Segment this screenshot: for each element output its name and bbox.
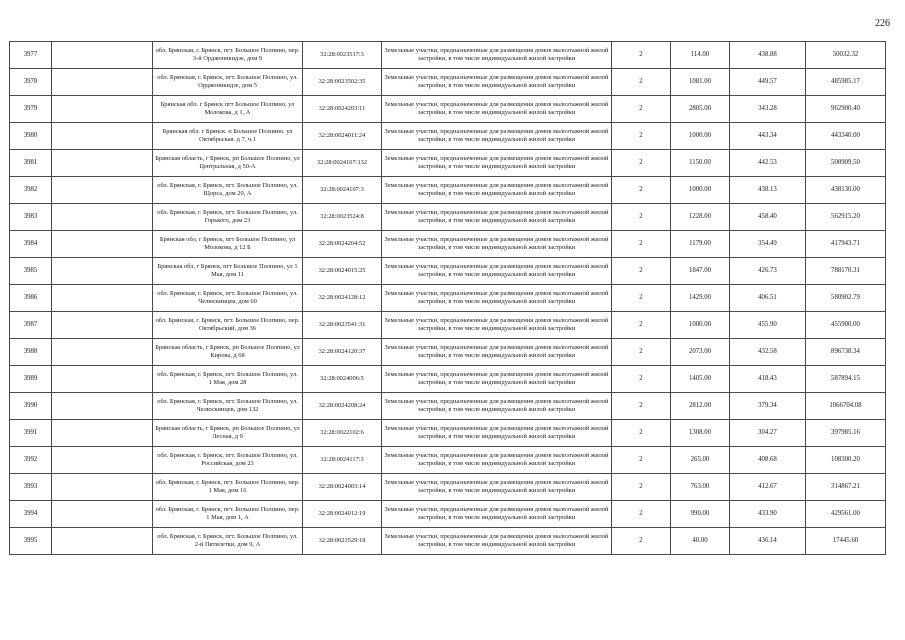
address-cell: обл. Брянская, г. Брянск, пгт. Большое Полпино, пер. Октябрьский, дом 36 bbox=[153, 312, 303, 339]
group-cell: 2 bbox=[612, 420, 671, 447]
cadastral-number-cell: 32:28:0023524:8 bbox=[303, 204, 382, 231]
row-number-cell: 3980 bbox=[10, 123, 52, 150]
cadastral-number-cell: 32:28:0024011:24 bbox=[303, 123, 382, 150]
address-cell: обл. Брянская, г. Брянск, пгт. Большое Полпино, пер. 1 Мая, дом 1, А bbox=[153, 501, 303, 528]
blank-cell bbox=[52, 204, 153, 231]
address-cell: обл. Брянская, г. Брянск, пгт. Большое Полпино, ул. Российская, дом 23 bbox=[153, 447, 303, 474]
area-cell: 1308.00 bbox=[671, 420, 730, 447]
table-body bbox=[10, 42, 886, 555]
page-number: 226 bbox=[875, 18, 890, 29]
group-cell: 2 bbox=[612, 123, 671, 150]
cadastral-number-cell: 32:28:0023529:18 bbox=[303, 528, 382, 555]
address-cell: Брянская обл. г Брянск пгт Большое Полпино, ул Молокова, д 1, А bbox=[153, 96, 303, 123]
specific-value-cell: 406.51 bbox=[730, 285, 806, 312]
blank-cell bbox=[52, 150, 153, 177]
address-cell: обл. Брянская, г. Брянск, пгт. Большое Полпино, ул. Челюскинцев, дом 132 bbox=[153, 393, 303, 420]
address-cell: Брянская область, г Брянск, рп Большое Полпино, ул Кирова, д 68 bbox=[153, 339, 303, 366]
land-use-cell: Земельные участки, предназначенные для размещения домов малоэтажной жилой застройки, в том числе индивидуальной жилой застройки bbox=[382, 123, 612, 150]
address-cell: обл. Брянская, г. Брянск, пгт. Большое Полпино, ул. 2-й Пятилетки, дом 9, А bbox=[153, 528, 303, 555]
land-use-cell: Земельные участки, предназначенные для размещения домов малоэтажной жилой застройки, в том числе индивидуальной жилой застройки bbox=[382, 339, 612, 366]
cadastral-value-cell: 108300.20 bbox=[806, 447, 886, 474]
specific-value-cell: 442.53 bbox=[730, 150, 806, 177]
group-cell: 2 bbox=[612, 96, 671, 123]
land-use-cell: Земельные участки, предназначенные для размещения домов малоэтажной жилой застройки, в том числе индивидуальной жилой застройки bbox=[382, 42, 612, 69]
specific-value-cell: 438.88 bbox=[730, 42, 806, 69]
table-row bbox=[10, 393, 886, 420]
blank-cell bbox=[52, 501, 153, 528]
specific-value-cell: 438.13 bbox=[730, 177, 806, 204]
row-number-cell: 3994 bbox=[10, 501, 52, 528]
land-use-cell: Земельные участки, предназначенные для размещения домов малоэтажной жилой застройки, в том числе индивидуальной жилой застройки bbox=[382, 312, 612, 339]
cadastral-number-cell: 32:28:0024012:19 bbox=[303, 501, 382, 528]
row-number-cell: 3990 bbox=[10, 393, 52, 420]
specific-value-cell: 304.27 bbox=[730, 420, 806, 447]
cadastral-number-cell: 32:28:0024117:3 bbox=[303, 447, 382, 474]
group-cell: 2 bbox=[612, 258, 671, 285]
cadastral-number-cell: 32:28:0024208:24 bbox=[303, 393, 382, 420]
cadastral-value-cell: 788170.31 bbox=[806, 258, 886, 285]
blank-cell bbox=[52, 42, 153, 69]
area-cell: 2805.00 bbox=[671, 96, 730, 123]
specific-value-cell: 418.43 bbox=[730, 366, 806, 393]
address-cell: обл. Брянская, г. Брянск, пгт. Большое Полпино, ул. Орджоникидзе, дом 5 bbox=[153, 69, 303, 96]
area-cell: 1081.00 bbox=[671, 69, 730, 96]
group-cell: 2 bbox=[612, 339, 671, 366]
blank-cell bbox=[52, 474, 153, 501]
address-cell: обл. Брянская, г. Брянск, пгт. Большое Полпино, пер. 3-й Орджоникидзе, дом 9 bbox=[153, 42, 303, 69]
address-cell: обл. Брянская, г. Брянск, пгт. Большое Полпино, ул. 1 Мая, дом 28 bbox=[153, 366, 303, 393]
table-row bbox=[10, 69, 886, 96]
group-cell: 2 bbox=[612, 204, 671, 231]
area-cell: 1000.00 bbox=[671, 177, 730, 204]
table-row bbox=[10, 231, 886, 258]
cadastral-value-cell: 962900.40 bbox=[806, 96, 886, 123]
specific-value-cell: 436.14 bbox=[730, 528, 806, 555]
specific-value-cell: 433.90 bbox=[730, 501, 806, 528]
group-cell: 2 bbox=[612, 285, 671, 312]
blank-cell bbox=[52, 285, 153, 312]
row-number-cell: 3995 bbox=[10, 528, 52, 555]
table-row bbox=[10, 96, 886, 123]
row-number-cell: 3978 bbox=[10, 69, 52, 96]
group-cell: 2 bbox=[612, 474, 671, 501]
cadastral-number-cell: 32:28:0023541:31 bbox=[303, 312, 382, 339]
row-number-cell: 3993 bbox=[10, 474, 52, 501]
address-cell: Брянская обл. г Брянск. п Большое Полпино. ул Октябрьская. д 7, ч.1 bbox=[153, 123, 303, 150]
cadastral-value-cell: 562915.20 bbox=[806, 204, 886, 231]
row-number-cell: 3986 bbox=[10, 285, 52, 312]
cadastral-number-cell: 32:28:0023517:3 bbox=[303, 42, 382, 69]
specific-value-cell: 354.49 bbox=[730, 231, 806, 258]
address-cell: Брянская обл, г Брянск, пгт Большое Полпино, ул 1 Мая, дом 11 bbox=[153, 258, 303, 285]
group-cell: 2 bbox=[612, 447, 671, 474]
specific-value-cell: 379.34 bbox=[730, 393, 806, 420]
land-use-cell: Земельные участки, предназначенные для размещения домов малоэтажной жилой застройки, в том числе индивидуальной жилой застройки bbox=[382, 177, 612, 204]
table-row bbox=[10, 501, 886, 528]
area-cell: 1000.00 bbox=[671, 312, 730, 339]
cadastral-number-cell: 32:28:0024120:37 bbox=[303, 339, 382, 366]
land-use-cell: Земельные участки, предназначенные для размещения домов малоэтажной жилой застройки, в том числе индивидуальной жилой застройки bbox=[382, 285, 612, 312]
address-cell: Брянская область, г Брянск, рп Большое Полпино, ул Лесная, д 9 bbox=[153, 420, 303, 447]
table-row bbox=[10, 150, 886, 177]
area-cell: 1405.00 bbox=[671, 366, 730, 393]
blank-cell bbox=[52, 420, 153, 447]
cadastral-number-cell: 32:28:0024204:52 bbox=[303, 231, 382, 258]
table-row bbox=[10, 420, 886, 447]
group-cell: 2 bbox=[612, 528, 671, 555]
land-use-cell: Земельные участки, предназначенные для размещения домов малоэтажной жилой застройки, в том числе индивидуальной жилой застройки bbox=[382, 528, 612, 555]
cadastral-value-cell: 314867.21 bbox=[806, 474, 886, 501]
specific-value-cell: 426.73 bbox=[730, 258, 806, 285]
blank-cell bbox=[52, 366, 153, 393]
cadastral-number-cell: 32:28:0024006:5 bbox=[303, 366, 382, 393]
cadastral-value-cell: 438130.00 bbox=[806, 177, 886, 204]
table-row bbox=[10, 123, 886, 150]
specific-value-cell: 408.68 bbox=[730, 447, 806, 474]
cadastral-number-cell: 32:28:0022102:6 bbox=[303, 420, 382, 447]
cadastral-value-cell: 580902.79 bbox=[806, 285, 886, 312]
cadastral-value-cell: 587894.15 bbox=[806, 366, 886, 393]
cadastral-value-cell: 508909.50 bbox=[806, 150, 886, 177]
table-row bbox=[10, 312, 886, 339]
group-cell: 2 bbox=[612, 231, 671, 258]
blank-cell bbox=[52, 177, 153, 204]
blank-cell bbox=[52, 339, 153, 366]
area-cell: 1150.00 bbox=[671, 150, 730, 177]
blank-cell bbox=[52, 393, 153, 420]
cadastral-number-cell: 32:28:0023502:35 bbox=[303, 69, 382, 96]
address-cell: обл. Брянская, г. Брянск, пгт. Большое Полпино, ул. Челюскинцев, дом 60 bbox=[153, 285, 303, 312]
land-use-cell: Земельные участки, предназначенные для размещения домов малоэтажной жилой застройки, в том числе индивидуальной жилой застройки bbox=[382, 96, 612, 123]
cadastral-value-cell: 17445.60 bbox=[806, 528, 886, 555]
blank-cell bbox=[52, 528, 153, 555]
row-number-cell: 3989 bbox=[10, 366, 52, 393]
land-use-cell: Земельные участки, предназначенные для размещения домов малоэтажной жилой застройки, в том числе индивидуальной жилой застройки bbox=[382, 501, 612, 528]
table-row bbox=[10, 258, 886, 285]
group-cell: 2 bbox=[612, 177, 671, 204]
table-row bbox=[10, 447, 886, 474]
area-cell: 1000.00 bbox=[671, 123, 730, 150]
land-use-cell: Земельные участки, предназначенные для размещения домов малоэтажной жилой застройки, в том числе индивидуальной жилой застройки bbox=[382, 204, 612, 231]
cadastral-value-cell: 417943.71 bbox=[806, 231, 886, 258]
cadastral-number-cell: 32:28:0024107:3 bbox=[303, 177, 382, 204]
table-row bbox=[10, 42, 886, 69]
blank-cell bbox=[52, 258, 153, 285]
row-number-cell: 3983 bbox=[10, 204, 52, 231]
group-cell: 2 bbox=[612, 312, 671, 339]
area-cell: 1847.00 bbox=[671, 258, 730, 285]
row-number-cell: 3984 bbox=[10, 231, 52, 258]
land-use-cell: Земельные участки, предназначенные для размещения домов малоэтажной жилой застройки, в том числе индивидуальной жилой застройки bbox=[382, 69, 612, 96]
cadastral-value-cell: 50032.32 bbox=[806, 42, 886, 69]
specific-value-cell: 449.57 bbox=[730, 69, 806, 96]
address-cell: обл. Брянская, г. Брянск, пгт. Большое Полпино, ул. Щорса, дом 20, А bbox=[153, 177, 303, 204]
row-number-cell: 3977 bbox=[10, 42, 52, 69]
blank-cell bbox=[52, 312, 153, 339]
row-number-cell: 3985 bbox=[10, 258, 52, 285]
specific-value-cell: 412.67 bbox=[730, 474, 806, 501]
row-number-cell: 3991 bbox=[10, 420, 52, 447]
table-row bbox=[10, 177, 886, 204]
table-row bbox=[10, 474, 886, 501]
group-cell: 2 bbox=[612, 366, 671, 393]
address-cell: обл. Брянская, г. Брянск, пгт. Большое Полпино, ул. Горького, дом 23 bbox=[153, 204, 303, 231]
row-number-cell: 3982 bbox=[10, 177, 52, 204]
cadastral-value-cell: 1066704.08 bbox=[806, 393, 886, 420]
table-row bbox=[10, 339, 886, 366]
blank-cell bbox=[52, 69, 153, 96]
row-number-cell: 3987 bbox=[10, 312, 52, 339]
blank-cell bbox=[52, 447, 153, 474]
specific-value-cell: 443.34 bbox=[730, 123, 806, 150]
blank-cell bbox=[52, 231, 153, 258]
land-use-cell: Земельные участки, предназначенные для размещения домов малоэтажной жилой застройки, в том числе индивидуальной жилой застройки bbox=[382, 258, 612, 285]
area-cell: 2073.00 bbox=[671, 339, 730, 366]
cadastral-value-cell: 397985.16 bbox=[806, 420, 886, 447]
group-cell: 2 bbox=[612, 501, 671, 528]
cadastral-value-cell: 443340.00 bbox=[806, 123, 886, 150]
specific-value-cell: 455.90 bbox=[730, 312, 806, 339]
table-row bbox=[10, 528, 886, 555]
area-cell: 1429.00 bbox=[671, 285, 730, 312]
address-cell: Брянская обл, г Брянск, пгт Большое Полпино, ул Молокова, д 12 Б bbox=[153, 231, 303, 258]
specific-value-cell: 343.28 bbox=[730, 96, 806, 123]
group-cell: 2 bbox=[612, 69, 671, 96]
row-number-cell: 3992 bbox=[10, 447, 52, 474]
table-row bbox=[10, 366, 886, 393]
cadastral-value-cell: 455900.00 bbox=[806, 312, 886, 339]
area-cell: 1179.00 bbox=[671, 231, 730, 258]
row-number-cell: 3988 bbox=[10, 339, 52, 366]
area-cell: 1228.00 bbox=[671, 204, 730, 231]
specific-value-cell: 432.58 bbox=[730, 339, 806, 366]
group-cell: 2 bbox=[612, 150, 671, 177]
cadastral-value-cell: 896738.34 bbox=[806, 339, 886, 366]
table-row bbox=[10, 204, 886, 231]
cadastral-number-cell: 32:28:0024128:12 bbox=[303, 285, 382, 312]
area-cell: 763.00 bbox=[671, 474, 730, 501]
cadastral-number-cell: 32:28:0024203:11 bbox=[303, 96, 382, 123]
address-cell: обл. Брянская, г. Брянск, пгт. Большое Полпино, пер. 1 Мая, дом 16 bbox=[153, 474, 303, 501]
row-number-cell: 3981 bbox=[10, 150, 52, 177]
blank-cell bbox=[52, 123, 153, 150]
address-cell: Брянская область, г Брянск, рп Большое Полпино, ул Центральная, д 50-А bbox=[153, 150, 303, 177]
blank-cell bbox=[52, 96, 153, 123]
land-plot-table bbox=[9, 41, 886, 555]
group-cell: 2 bbox=[612, 42, 671, 69]
land-use-cell: Земельные участки, предназначенные для размещения домов малоэтажной жилой застройки, в том числе индивидуальной жилой застройки bbox=[382, 150, 612, 177]
land-use-cell: Земельные участки, предназначенные для размещения домов малоэтажной жилой застройки, в том числе индивидуальной жилой застройки bbox=[382, 447, 612, 474]
row-number-cell: 3979 bbox=[10, 96, 52, 123]
area-cell: 990.00 bbox=[671, 501, 730, 528]
cadastral-number-cell: 32:28:0024003:14 bbox=[303, 474, 382, 501]
area-cell: 40.00 bbox=[671, 528, 730, 555]
land-use-cell: Земельные участки, предназначенные для размещения домов малоэтажной жилой застройки, в том числе индивидуальной жилой застройки bbox=[382, 393, 612, 420]
cadastral-value-cell: 429561.00 bbox=[806, 501, 886, 528]
cadastral-value-cell: 485985.17 bbox=[806, 69, 886, 96]
land-use-cell: Земельные участки, предназначенные для размещения домов малоэтажной жилой застройки, в том числе индивидуальной жилой застройки bbox=[382, 420, 612, 447]
area-cell: 114.00 bbox=[671, 42, 730, 69]
land-use-cell: Земельные участки, предназначенные для размещения домов малоэтажной жилой застройки, в том числе индивидуальной жилой застройки bbox=[382, 366, 612, 393]
cadastral-number-cell: 32:28:0024015:25 bbox=[303, 258, 382, 285]
area-cell: 265.00 bbox=[671, 447, 730, 474]
cadastral-number-cell: 32:28:0024107:132 bbox=[303, 150, 382, 177]
land-use-cell: Земельные участки, предназначенные для размещения домов малоэтажной жилой застройки, в том числе индивидуальной жилой застройки bbox=[382, 231, 612, 258]
group-cell: 2 bbox=[612, 393, 671, 420]
area-cell: 2812.00 bbox=[671, 393, 730, 420]
table-row bbox=[10, 285, 886, 312]
land-use-cell: Земельные участки, предназначенные для размещения домов малоэтажной жилой застройки, в том числе индивидуальной жилой застройки bbox=[382, 474, 612, 501]
specific-value-cell: 458.40 bbox=[730, 204, 806, 231]
